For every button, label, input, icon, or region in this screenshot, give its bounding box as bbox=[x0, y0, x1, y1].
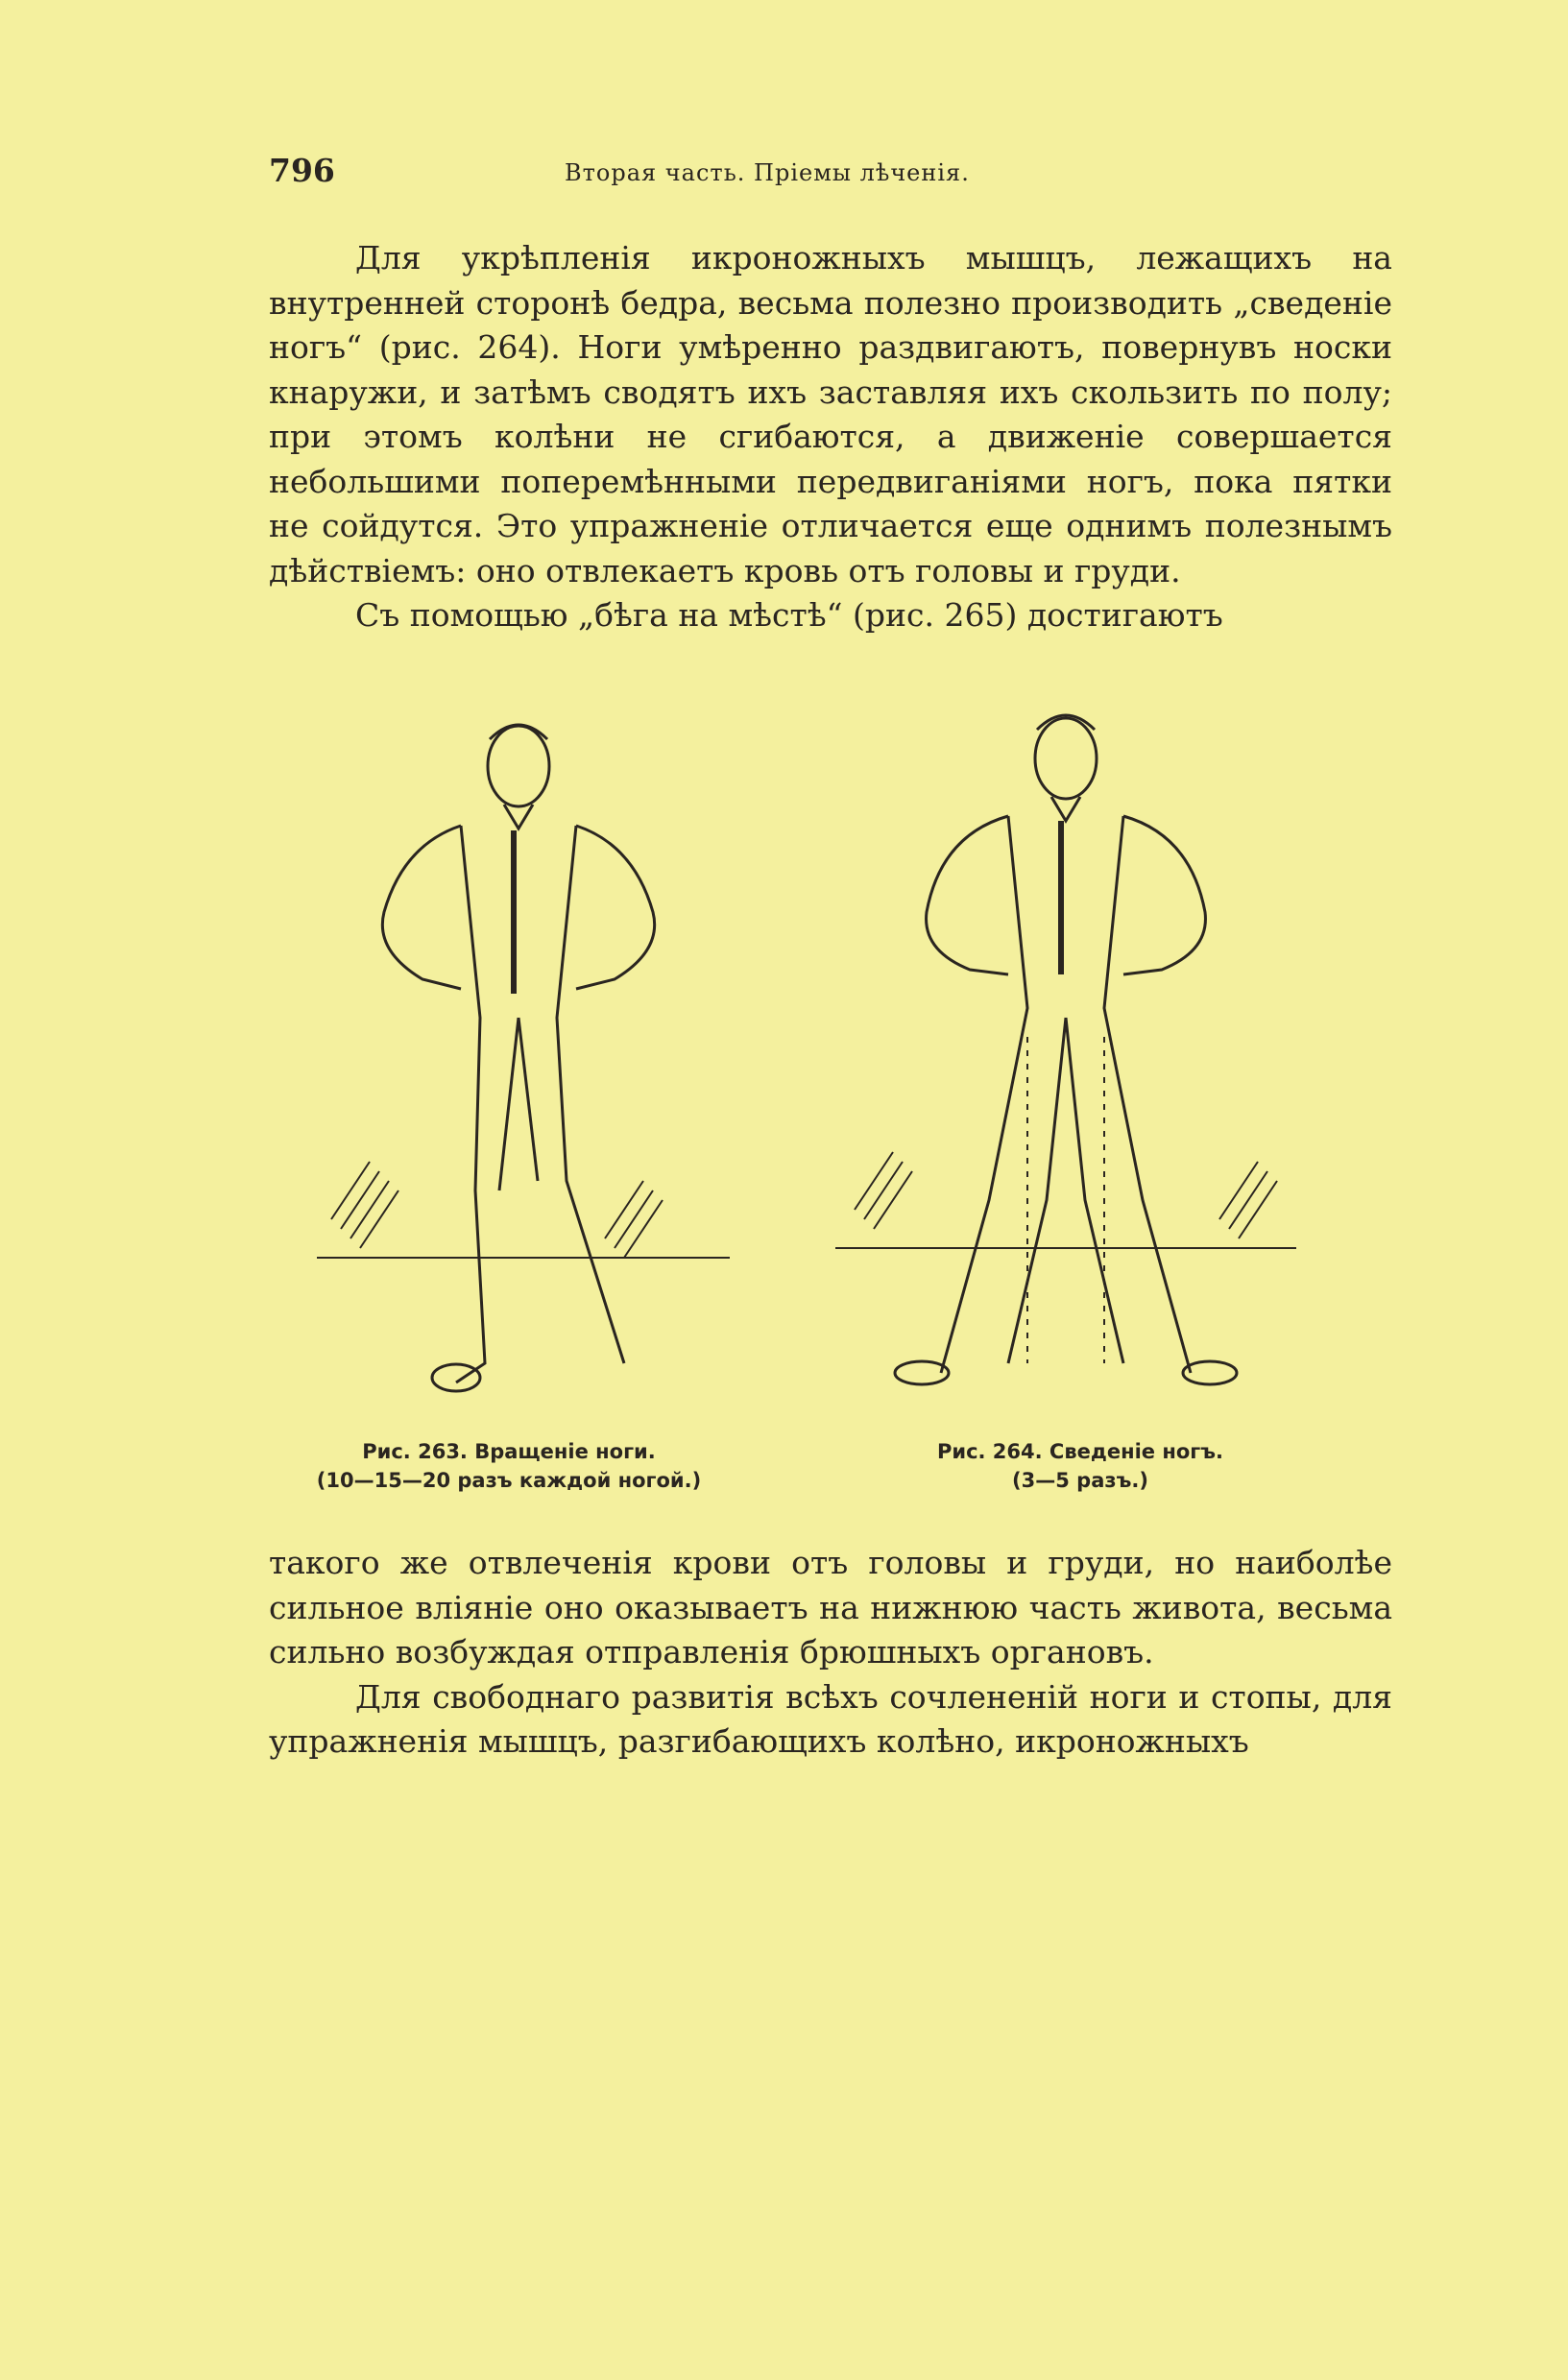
page-header bbox=[269, 152, 1392, 200]
man-bringing-legs-together-drawing bbox=[835, 691, 1296, 1430]
caption-note: (10—15—20 разъ каждой ногой.) bbox=[316, 1469, 702, 1492]
running-title: Вторая часть. Прiемы лѣченiя. bbox=[565, 159, 970, 186]
figure-263-caption bbox=[288, 1437, 730, 1495]
paragraph: такого же отвлеченiя крови отъ головы и груди, но наиболѣе сильное влiянiе оно оказываетъ на нижнюю часть живота, весьма сильно возбуждая отправленiя брюшныхъ органовъ. bbox=[269, 1544, 1392, 1671]
page-number: 796 bbox=[269, 152, 335, 189]
figure-264-caption bbox=[883, 1437, 1277, 1495]
man-rotating-leg-drawing bbox=[317, 701, 730, 1430]
figure-263-illustration bbox=[317, 701, 730, 1430]
paragraph: Съ помощью „бѣга на мѣстѣ“ (рис. 265) достигаютъ bbox=[355, 596, 1223, 634]
caption-note: (3—5 разъ.) bbox=[1012, 1469, 1148, 1492]
bottom-text-block bbox=[269, 1541, 1392, 1765]
caption-title: Рис. 264. Сведенiе ногъ. bbox=[936, 1440, 1224, 1463]
paragraph: Для укрѣпленiя икроножныхъ мышцъ, лежащихъ на внутренней сторонѣ бедра, весьма полезно производить „сведенiе ногъ“ (рис. 264). Ноги умѣренно раздвигаютъ, повернувъ носки кнаружи, и затѣмъ сводятъ ихъ заставляя ихъ скользить по полу; при этомъ колѣни не сгибаются, а движенiе совершается небольшими поперемѣнными передвиганiями ногъ, пока пятки не сойдутся. Это упражненiе отличается еще однимъ полезнымъ дѣйствiемъ: оно отвлекаетъ кровь отъ головы и груди. bbox=[269, 239, 1392, 589]
paragraph: Для свободнаго развитiя всѣхъ сочлененiй ноги и стопы, для упражненiя мышцъ, разгибающихъ колѣно, икроножныхъ bbox=[269, 1677, 1392, 1760]
top-text-block bbox=[269, 236, 1392, 638]
caption-title: Рис. 263. Вращенiе ноги. bbox=[362, 1440, 656, 1463]
figure-264-illustration bbox=[835, 691, 1296, 1430]
